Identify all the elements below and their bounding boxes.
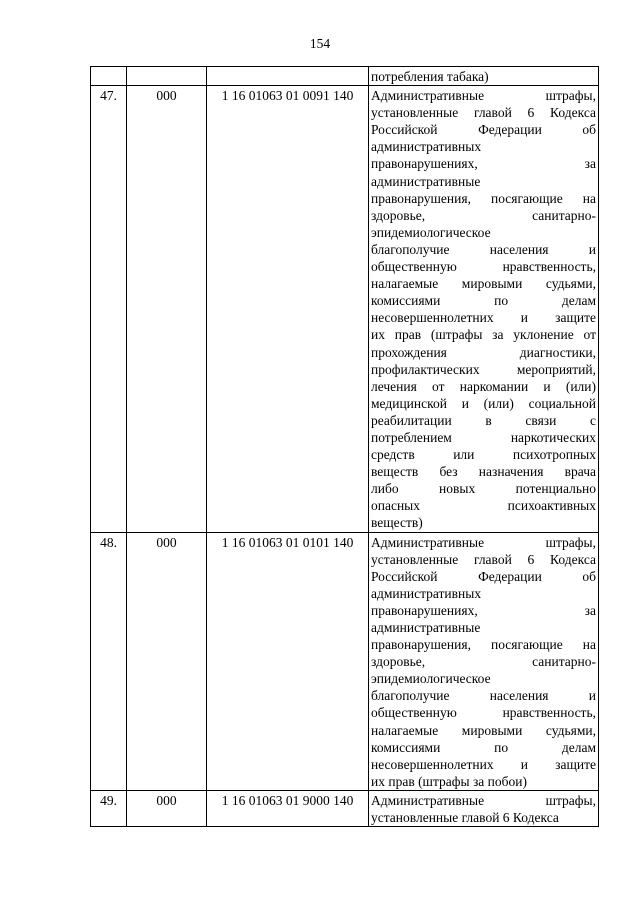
admin-code: 000: [127, 790, 207, 826]
description-line: административных: [371, 585, 482, 601]
description-line: административных: [371, 139, 482, 155]
description-line: медицинской и (или) социальной: [371, 395, 596, 411]
revenue-description: [369, 86, 599, 532]
description-line: либо новых потенциально: [371, 481, 596, 497]
description-line: их прав (штрафы за уклонение от: [371, 327, 596, 343]
description-line: профилактических мероприятий,: [371, 361, 596, 377]
revenue-description: [369, 532, 599, 790]
description-line: административные: [371, 173, 481, 189]
description-line: комиссиями по делам: [371, 293, 596, 309]
row-number: 47.: [91, 86, 127, 532]
description-line: установленные главой 6 Кодекса: [371, 551, 596, 567]
description-line: правонарушения, посягающие на: [371, 637, 596, 653]
description-line: налагаемые мировыми судьями,: [371, 722, 596, 738]
description-line: общественную нравственность,: [371, 705, 596, 721]
revenue-description: [369, 790, 599, 826]
budget-classification-code: 1 16 01063 01 0091 140: [207, 86, 369, 532]
admin-code: [127, 67, 207, 86]
description-line: благополучие населения и: [371, 688, 596, 704]
description-line: несовершеннолетних и защите: [371, 756, 596, 772]
description-line: эпидемиологическое: [371, 671, 491, 687]
budget-classification-code: [207, 67, 369, 86]
description-line: Российской Федерации об: [371, 122, 596, 138]
description-line: правонарушениях, за: [371, 156, 596, 172]
description-line: потреблением наркотических: [371, 429, 596, 445]
description-line: веществ): [371, 515, 423, 531]
description-line: Административные штрафы,: [371, 534, 596, 550]
description-line: общественную нравственность,: [371, 259, 596, 275]
row-number: [91, 67, 127, 86]
budget-classification-code: 1 16 01063 01 9000 140: [207, 790, 369, 826]
description-line: веществ без назначения врача: [371, 464, 596, 480]
description-line: налагаемые мировыми судьями,: [371, 276, 596, 292]
description-line: Административные штрафы,: [371, 88, 596, 104]
description-line: несовершеннолетних и защите: [371, 310, 596, 326]
description-line: потребления табака): [371, 69, 489, 84]
table-row: [91, 532, 599, 790]
description-line: здоровье, санитарно-: [371, 654, 596, 670]
revenue-description: [369, 67, 599, 86]
budget-classification-code: 1 16 01063 01 0101 140: [207, 532, 369, 790]
row-number: 48.: [91, 532, 127, 790]
description-line: правонарушениях, за: [371, 602, 596, 618]
description-line: установленные главой 6 Кодекса: [371, 810, 559, 826]
description-line: реабилитации в связи с: [371, 412, 596, 428]
description-line: лечения от наркомании и (или): [371, 378, 596, 394]
description-line: их прав (штрафы за побои): [371, 773, 527, 789]
description-line: Российской Федерации об: [371, 568, 596, 584]
table-row: [91, 790, 599, 826]
description-line: благополучие населения и: [371, 241, 596, 257]
row-number: 49.: [91, 790, 127, 826]
description-line: здоровье, санитарно-: [371, 207, 596, 223]
admin-code: 000: [127, 86, 207, 532]
description-line: административные: [371, 620, 481, 635]
description-line: эпидемиологическое: [371, 224, 491, 240]
description-line: Административные штрафы,: [371, 792, 596, 808]
description-line: средств или психотропных: [371, 447, 596, 463]
admin-code: 000: [127, 532, 207, 790]
budget-codes-table: [90, 66, 599, 827]
description-line: правонарушения, посягающие на: [371, 190, 596, 206]
table-row: [91, 86, 599, 532]
description-line: комиссиями по делам: [371, 739, 596, 755]
description-line: установленные главой 6 Кодекса: [371, 105, 596, 121]
description-line: прохождения диагностики,: [371, 344, 596, 360]
description-line: опасных психоактивных: [371, 498, 596, 514]
table-row: [91, 67, 599, 86]
page-number: 154: [309, 36, 331, 51]
